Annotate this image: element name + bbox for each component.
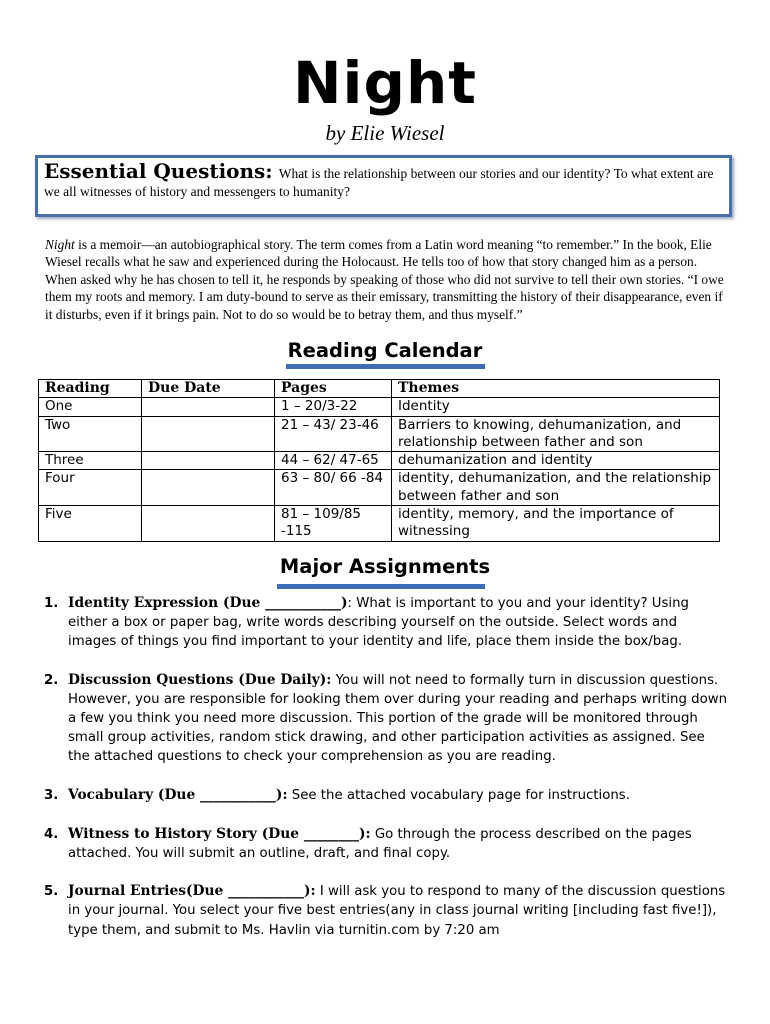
- pages-cell: 44 – 62/ 47-65: [275, 452, 392, 470]
- column-header-themes: Themes: [392, 380, 720, 398]
- reading-cell: One: [39, 398, 142, 416]
- essential-questions-label: Essential Questions:: [44, 159, 273, 183]
- reading-cell: Three: [39, 452, 142, 470]
- list-item: [44, 825, 728, 863]
- themes-cell: dehumanization and identity: [392, 452, 720, 470]
- table-row: [39, 398, 720, 416]
- assignment-text: See the attached vocabulary page for instructions.: [287, 787, 630, 803]
- table-row: [39, 470, 720, 506]
- assignment-text: Go through the process described on the pages attached. You will submit an outline, draft, and final copy.: [68, 826, 692, 862]
- list-item: [44, 882, 728, 940]
- column-header-pages: Pages: [275, 380, 392, 398]
- pages-cell: 81 – 109/85 -115: [275, 506, 392, 542]
- reading-cell: Two: [39, 416, 142, 452]
- item-number: 1.: [44, 596, 59, 611]
- reading-cell: Five: [39, 506, 142, 542]
- due-date-cell: [142, 470, 275, 506]
- column-header-reading: Reading: [39, 380, 142, 398]
- intro-paragraph: [45, 236, 725, 323]
- item-number: 3.: [44, 787, 59, 803]
- assignments-list: [44, 594, 728, 940]
- intro-text: is a memoir—an autobiographical story. The term comes from a Latin word meaning “to remember.” In the book, Elie Wiesel recalls what he saw and experienced during the Holocaust. He tells too of how that story changed him as a person. When asked why he has chosen to tell it, he responds by speaking of those who did not survive to tell their own stories. “I owe them my roots and memory. I am duty-bound to serve as their emissary, transmitting the history of their disappearance, even if it disturbs, even if it brings pain. Not to do so would be to betray them, and thus myself.”: [45, 237, 724, 322]
- themes-cell: identity, memory, and the importance of witnessing: [392, 506, 720, 542]
- list-item: [44, 671, 728, 767]
- item-number: 5.: [44, 884, 59, 900]
- reading-cell: Four: [39, 470, 142, 506]
- assignment-title: Vocabulary (Due ___________):: [68, 786, 288, 803]
- assignment-title: Witness to History Story (Due ________):: [68, 825, 371, 842]
- major-assignments-heading: Major Assignments: [279, 555, 491, 578]
- item-number: 4.: [44, 826, 59, 842]
- themes-cell: identity, dehumanization, and the relationship between father and son: [392, 470, 720, 506]
- column-header-due-date: Due Date: [142, 380, 275, 398]
- table-header-row: [39, 380, 720, 398]
- themes-cell: Barriers to knowing, dehumanization, and relationship between father and son: [392, 416, 720, 452]
- pages-cell: 1 – 20/3-22: [275, 398, 392, 416]
- list-item: [44, 594, 728, 652]
- author-byline: by Elie Wiesel: [325, 121, 445, 145]
- reading-calendar-table: [38, 379, 720, 542]
- assignment-title: Journal Entries(Due ___________):: [68, 883, 316, 900]
- due-date-cell: [142, 416, 275, 452]
- page-title: Night: [293, 49, 477, 117]
- themes-cell: Identity: [392, 398, 720, 416]
- major-assignments-underline: [277, 584, 485, 589]
- essential-questions-box: [35, 155, 732, 217]
- assignment-text: You will not need to formally turn in discussion questions. However, you are responsible for looking them over during your reading and perhaps writing down a few you think you need more discussion. This portion of the grade will be monitored through small group activities, random stick drawing, and other participation activities as assigned. See the attached questions to check your comprehension as you are reading.: [68, 672, 728, 765]
- essential-questions-text: What is the relationship between our stories and our identity? To what extent are we all witnesses of history and messengers to humanity?: [44, 166, 714, 199]
- due-date-cell: [142, 506, 275, 542]
- item-number: 2.: [44, 672, 59, 688]
- list-item: [44, 786, 728, 805]
- assignment-text: : What is important to you and your identity? Using either a box or paper bag, write words describing yourself on the outside. Select words and images of things you find important to your identity and life, place them inside the box/bag.: [68, 596, 689, 650]
- table-row: [39, 452, 720, 470]
- reading-calendar-heading: Reading Calendar: [287, 339, 483, 362]
- intro-book-title: Night: [45, 237, 75, 252]
- table-row: [39, 416, 720, 452]
- assignment-title: Identity Expression (Due ___________): [68, 595, 348, 611]
- assignment-title: Discussion Questions (Due Daily):: [68, 671, 332, 688]
- reading-calendar-underline: [286, 364, 485, 369]
- pages-cell: 21 – 43/ 23-46: [275, 416, 392, 452]
- due-date-cell: [142, 452, 275, 470]
- due-date-cell: [142, 398, 275, 416]
- pages-cell: 63 – 80/ 66 -84: [275, 470, 392, 506]
- table-row: [39, 506, 720, 542]
- assignment-text: I will ask you to respond to many of the discussion questions in your journal. You select your five best entries(any in class journal writing [including fast five!]), type them, and submit to Ms. Havlin via turnitin.com by 7:20 am: [68, 884, 726, 938]
